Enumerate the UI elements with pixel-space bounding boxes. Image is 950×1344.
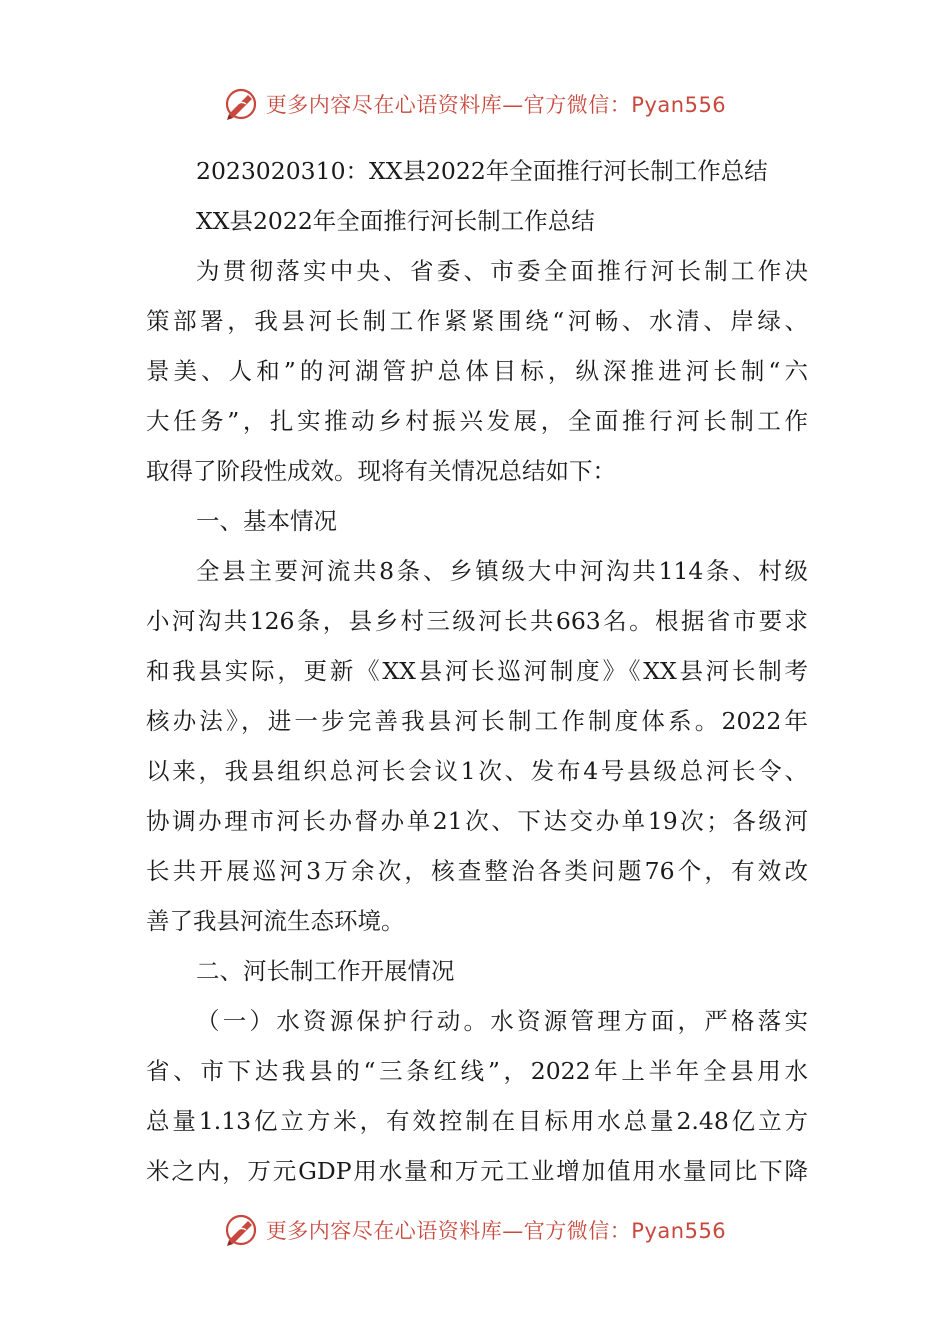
watermark-banner-top <box>0 82 950 126</box>
document-body <box>146 146 808 1196</box>
paragraph-line: 大任务”，扎实推动乡村振兴发展，全面推行河长制工作 <box>146 407 808 435</box>
paragraph-line: 协调办理市河长办督办单21次、下达交办单19次；各级河 <box>146 807 808 835</box>
section-heading-basic: 一、基本情况 <box>196 507 337 535</box>
watermark-text: 更多内容尽在心语资料库—官方微信：Pyan556 <box>265 93 727 117</box>
paragraph-line: 小河沟共126条，县乡村三级河长共663名。根据省市要求 <box>146 607 808 635</box>
paragraph-line: 全县主要河流共8条、乡镇级大中河沟共114条、村级 <box>196 557 808 585</box>
watermark-banner-bottom <box>0 1208 950 1252</box>
paragraph-line: 景美、人和”的河湖管护总体目标，纵深推进河长制“六 <box>146 357 808 385</box>
paragraph-line: 以来，我县组织总河长会议1次、发布4号县级总河长令、 <box>146 757 808 785</box>
paragraph-line: 长共开展巡河3万余次，核查整治各类问题76个，有效改 <box>146 857 808 885</box>
paragraph-line: 米之内，万元GDP用水量和万元工业增加值用水量同比下降 <box>146 1157 808 1185</box>
file-title: 2023020310：XX县2022年全面推行河长制工作总结 <box>196 157 768 185</box>
section-heading-progress: 二、河长制工作开展情况 <box>196 957 455 985</box>
paragraph-line: 省、市下达我县的“三条红线”，2022年上半年全县用水 <box>146 1057 808 1085</box>
paragraph-line: 总量1.13亿立方米，有效控制在目标用水总量2.48亿立方 <box>146 1107 808 1135</box>
pen-circle-icon <box>224 87 258 121</box>
pen-circle-icon <box>224 1213 258 1247</box>
paragraph-line: 取得了阶段性成效。现将有关情况总结如下： <box>146 457 616 485</box>
paragraph-line: 为贯彻落实中央、省委、市委全面推行河长制工作决 <box>196 257 808 285</box>
paragraph-line: 策部署，我县河长制工作紧紧围绕“河畅、水清、岸绿、 <box>146 307 808 335</box>
paragraph-line: 和我县实际，更新《XX县河长巡河制度》《XX县河长制考 <box>146 657 808 685</box>
document-title: XX县2022年全面推行河长制工作总结 <box>196 207 595 235</box>
watermark-text: 更多内容尽在心语资料库—官方微信：Pyan556 <box>265 1219 727 1243</box>
paragraph-line: （一）水资源保护行动。水资源管理方面，严格落实 <box>196 1007 808 1035</box>
paragraph-line: 善了我县河流生态环境。 <box>146 907 405 935</box>
paragraph-line: 核办法》，进一步完善我县河长制工作制度体系。2022年 <box>146 707 808 735</box>
